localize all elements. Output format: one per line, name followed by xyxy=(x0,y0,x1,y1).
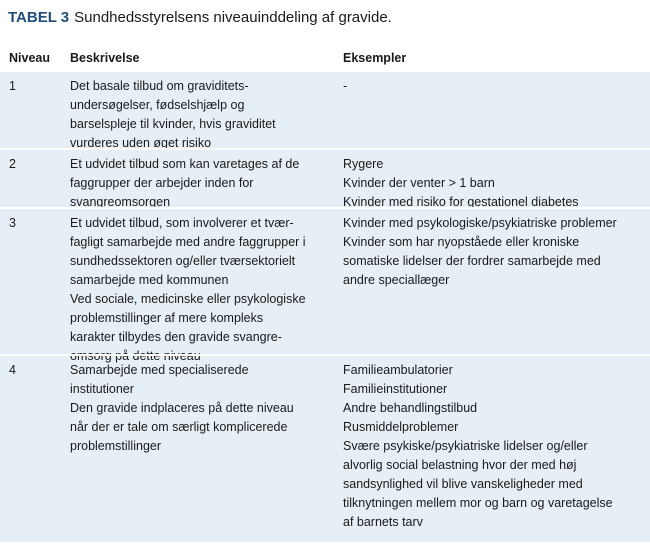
text-line: svangreomsorgen xyxy=(70,195,171,209)
text-line: vurderes uden øget risiko xyxy=(70,136,212,150)
text-line: Familieambulatorier xyxy=(343,363,453,377)
text-line: faggrupper der arbejder inden for xyxy=(70,176,254,190)
eksempler-cell xyxy=(343,214,643,290)
text-line: når der er tale om særligt komplicerede xyxy=(70,420,288,434)
text-line: Kvinder der venter > 1 barn xyxy=(343,176,495,190)
text-line: omsorg på dette niveau xyxy=(70,349,201,363)
beskrivelse-cell xyxy=(70,155,332,212)
eksempler-cell xyxy=(343,361,643,532)
table-row xyxy=(0,148,650,209)
text-line: Det basale tilbud om graviditets- xyxy=(70,79,249,93)
text-line: institutioner xyxy=(70,382,134,396)
text-line: sandsynlighed vil blive vanskeligheder med xyxy=(343,477,583,491)
text-line: barselspleje til kvinder, hvis graviditet xyxy=(70,117,276,131)
text-line: Ved sociale, medicinske eller psykologiske xyxy=(70,292,306,306)
text-line: alvorlig social belastning hvor der med høj xyxy=(343,458,577,472)
table-header-row xyxy=(0,41,650,70)
niveau-cell: 3 xyxy=(9,216,16,230)
beskrivelse-cell xyxy=(70,214,332,366)
table-row xyxy=(0,70,650,150)
header-beskrivelse: Beskrivelse xyxy=(70,51,140,65)
text-line: samarbejde med kommunen xyxy=(70,273,229,287)
text-line: andre speciallæger xyxy=(343,273,450,287)
text-line: - xyxy=(343,79,348,93)
niveau-cell: 1 xyxy=(9,79,16,93)
text-line: Samarbejde med specialiserede xyxy=(70,363,249,377)
text-line: Et udvidet tilbud som kan varetages af de xyxy=(70,157,300,171)
table-number: TABEL 3 xyxy=(8,9,70,26)
text-line: fagligt samarbejde med andre faggrupper i xyxy=(70,235,306,249)
text-line: problemstillinger af mere kompleks xyxy=(70,311,264,325)
text-line: Rusmiddelproblemer xyxy=(343,420,459,434)
header-eksempler: Eksempler xyxy=(343,51,407,65)
table-caption xyxy=(8,8,648,28)
text-line: problemstillinger xyxy=(70,439,162,453)
text-line: somatiske lidelser der fordrer samarbejde med xyxy=(343,254,601,268)
text-line: Rygere xyxy=(343,157,384,171)
text-line: tilknytningen mellem mor og barn og varetagelse xyxy=(343,496,613,510)
table-title: Sundhedsstyrelsens niveauinddeling af gravide. xyxy=(74,9,392,26)
text-line: Den gravide indplaceres på dette niveau xyxy=(70,401,294,415)
text-line: Et udvidet tilbud, som involverer et tvær- xyxy=(70,216,294,230)
eksempler-cell xyxy=(343,155,643,212)
text-line: sundhedssektoren og/eller tværsektorielt xyxy=(70,254,296,268)
eksempler-cell xyxy=(343,77,643,96)
text-line: Familieinstitutioner xyxy=(343,382,448,396)
text-line: Kvinder som har nyopståede eller kroniske xyxy=(343,235,580,249)
header-niveau: Niveau xyxy=(9,51,50,65)
niveau-cell: 2 xyxy=(9,157,16,171)
text-line: karakter tilbydes den gravide svangre- xyxy=(70,330,282,344)
text-line: af barnets tarv xyxy=(343,515,423,529)
text-line: Kvinder med risiko for gestationel diabetes xyxy=(343,195,579,209)
text-line: Andre behandlingstilbud xyxy=(343,401,478,415)
text-line: undersøgelser, fødselshjælp og xyxy=(70,98,245,112)
levels-table xyxy=(0,41,650,542)
beskrivelse-cell xyxy=(70,361,332,456)
niveau-cell: 4 xyxy=(9,363,16,377)
beskrivelse-cell xyxy=(70,77,332,153)
text-line: Kvinder med psykologiske/psykiatriske problemer xyxy=(343,216,617,230)
table-row xyxy=(0,207,650,363)
table-row xyxy=(0,354,650,544)
text-line: Svære psykiske/psykiatriske lidelser og/eller xyxy=(343,439,588,453)
